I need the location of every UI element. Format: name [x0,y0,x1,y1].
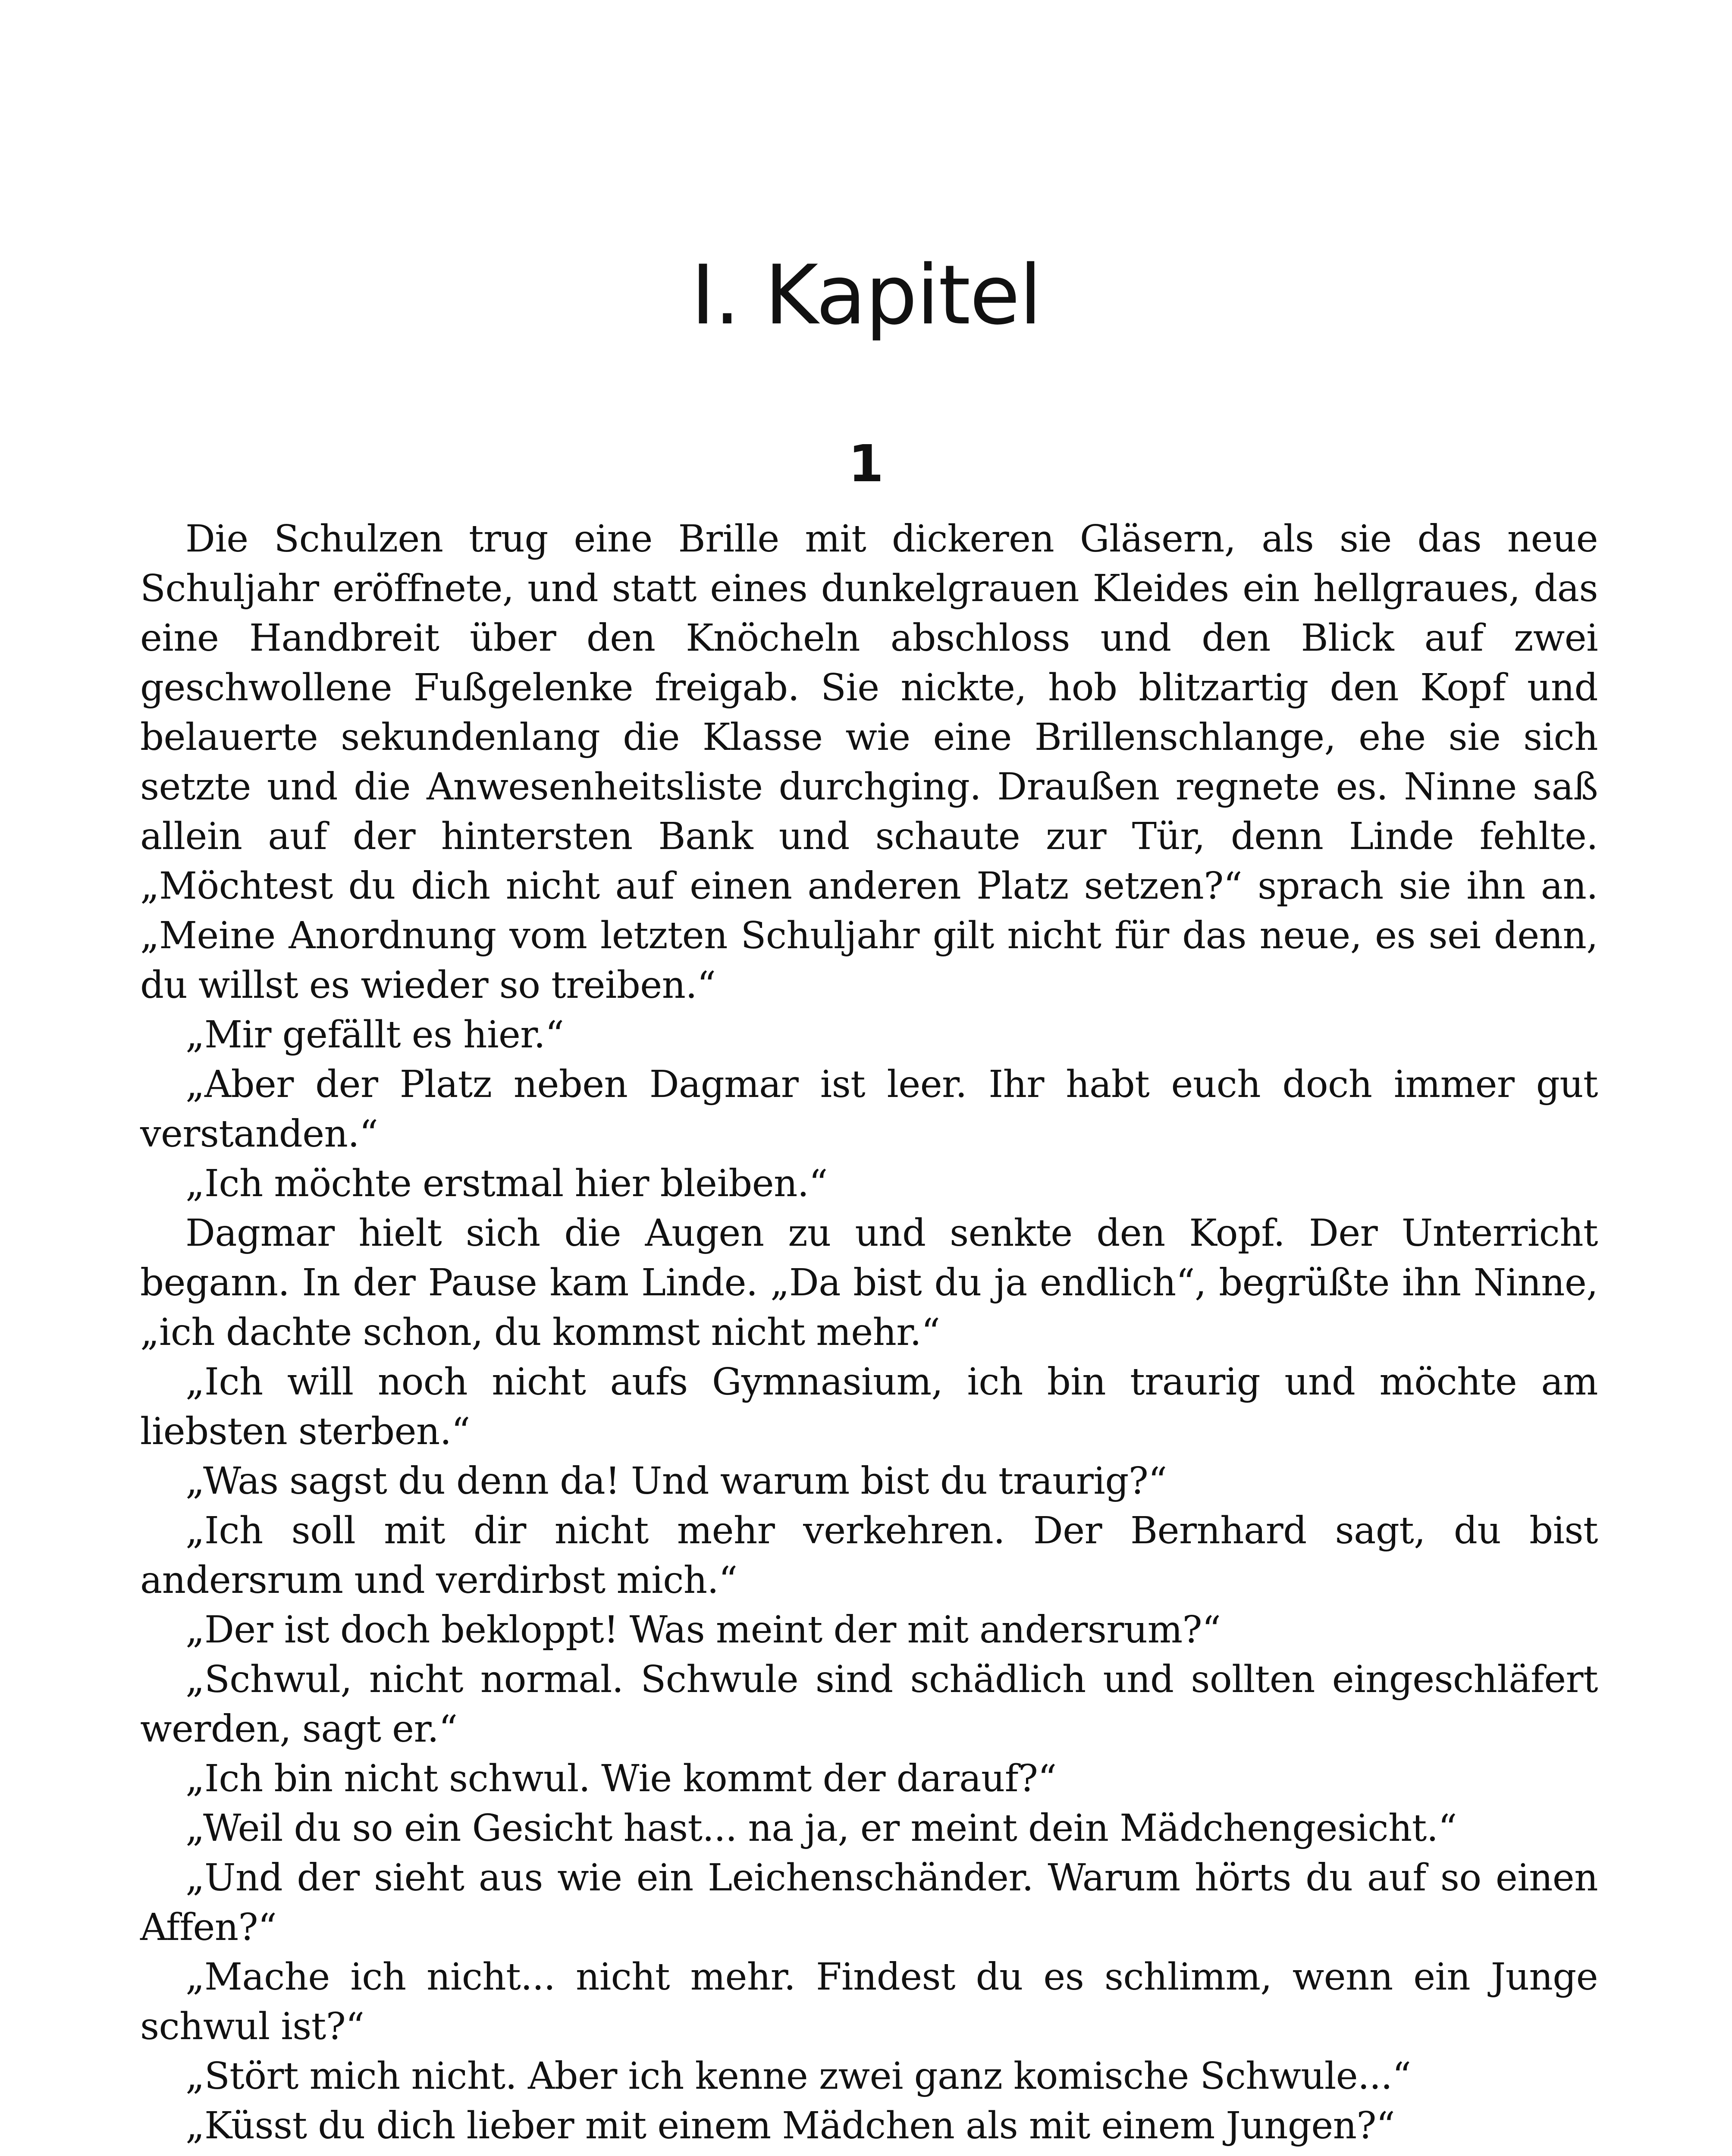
chapter-title: I. Kapitel [690,248,1042,343]
paragraph: „Und der sieht aus wie ein Leichenschänder. Warum hörts du auf so einen Affen?“ [140,1856,1598,1949]
paragraph: „Ich möchte erstmal hier bleiben.“ [185,1162,828,1205]
paragraph: „Küsst du dich lieber mit einem Mädchen als mit einem Jungen?“ [185,2104,1395,2147]
paragraph: „Schwul, nicht normal. Schwule sind schädlich und sollten eingeschläfert werden, sagt er.“ [140,1658,1598,1751]
paragraph: Dagmar hielt sich die Augen zu und senkte den Kopf. Der Unterricht begann. In der Pause kam Linde. „Da bist du ja endlich“, begrüßte ihn Ninne, „ich dachte schon, du kommst nicht mehr.“ [140,1212,1598,1354]
paragraph: „Der ist doch bekloppt! Was meint der mit andersrum?“ [185,1608,1221,1651]
paragraph: „Ich soll mit dir nicht mehr verkehren. Der Bernhard sagt, du bist andersrum und verdirbst mich.“ [140,1509,1598,1602]
paragraph: „Ich will noch nicht aufs Gymnasium, ich bin traurig und möchte am liebsten sterben.“ [140,1360,1598,1453]
paragraph: „Ich bin nicht schwul. Wie kommt der darauf?“ [185,1757,1057,1800]
paragraph: „Mache ich nicht... nicht mehr. Findest du es schlimm, wenn ein Junge schwul ist?“ [140,1955,1598,2048]
paragraph: „Aber der Platz neben Dagmar ist leer. Ihr habt euch doch immer gut verstanden.“ [140,1063,1598,1156]
paragraph: „Weil du so ein Gesicht hast... na ja, er meint dein Mädchengesicht.“ [185,1807,1457,1850]
body-text [140,514,1598,2151]
paragraph: „Was sagst du denn da! Und warum bist du traurig?“ [185,1460,1167,1503]
paragraph: Die Schulzen trug eine Brille mit dickeren Gläsern, als sie das neue Schuljahr eröffnete, und statt eines dunkelgrauen Kleides ein hellgraues, das eine Handbreit über den Knöcheln abschloss und den Blick auf zwei geschwollene Fußgelenke freigab. Sie nickte, hob blitzartig den Kopf und belauerte sekundenlang die Klasse wie eine Brillenschlange, ehe sie sich setzte und die Anwesenheitsliste durchging. Draußen regnete es. Ninne saß allein auf der hintersten Bank und schaute zur Tür, denn Linde fehlte. „Möchtest du dich nicht auf einen anderen Platz setzen?“ sprach sie ihn an. „Meine Anordnung vom letzten Schuljahr gilt nicht für das neue, es sei denn, du willst es wieder so treiben.“ [140,517,1598,1007]
paragraph: „Mir gefällt es hier.“ [185,1013,564,1056]
section-number: 1 [848,434,884,493]
paragraph: „Stört mich nicht. Aber ich kenne zwei ganz komische Schwule...“ [185,2055,1411,2098]
